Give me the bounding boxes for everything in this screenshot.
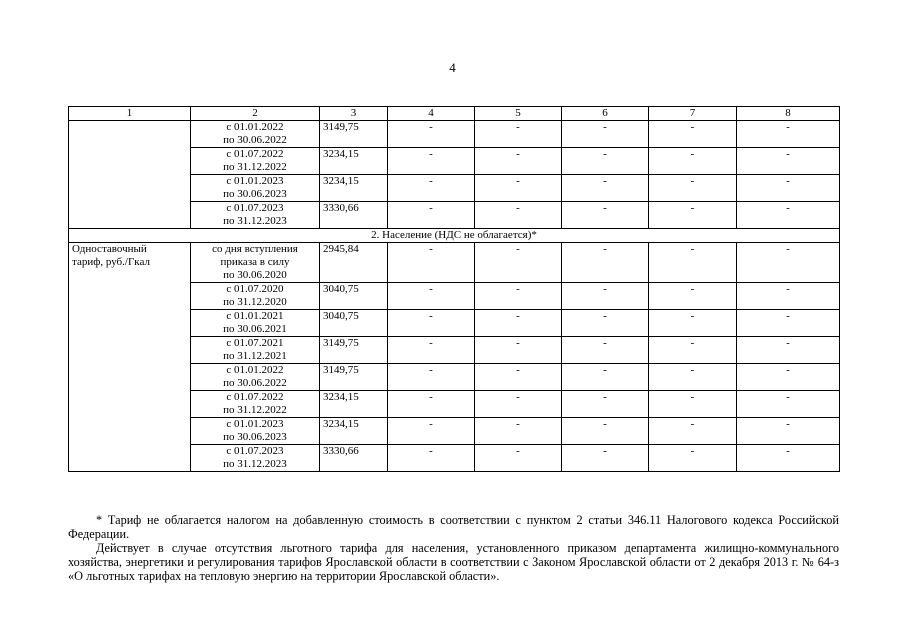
dash-cell: - — [562, 391, 649, 418]
dash-cell: - — [562, 310, 649, 337]
dash-cell: - — [737, 337, 840, 364]
dash-cell: - — [649, 310, 737, 337]
period-cell — [191, 364, 320, 391]
dash-cell: - — [388, 445, 475, 472]
dash-cell: - — [649, 418, 737, 445]
dash-cell: - — [562, 121, 649, 148]
period-line: с 01.01.2021 — [226, 310, 284, 322]
dash-cell: - — [737, 148, 840, 175]
tariff-value: 3234,15 — [320, 175, 388, 202]
dash-cell: - — [388, 337, 475, 364]
dash-cell: - — [475, 445, 562, 472]
dash-cell: - — [649, 148, 737, 175]
period-line: по 30.06.2022 — [223, 377, 287, 389]
dash-cell: - — [737, 283, 840, 310]
period-line: с 01.01.2022 — [226, 364, 284, 376]
period-line: с 01.07.2022 — [226, 391, 284, 403]
table-row — [69, 121, 840, 148]
dash-cell: - — [388, 202, 475, 229]
period-line: по 30.06.2020 — [223, 269, 287, 281]
col-header: 7 — [649, 107, 737, 121]
col-header: 3 — [320, 107, 388, 121]
col-header: 6 — [562, 107, 649, 121]
dash-cell: - — [562, 243, 649, 283]
tariff-value: 3330,66 — [320, 202, 388, 229]
tariff-table — [68, 106, 840, 472]
dash-cell: - — [388, 283, 475, 310]
tariff-value: 3234,15 — [320, 391, 388, 418]
dash-cell: - — [649, 175, 737, 202]
dash-cell: - — [649, 243, 737, 283]
section-row — [69, 229, 840, 243]
dash-cell: - — [562, 202, 649, 229]
dash-cell: - — [737, 418, 840, 445]
period-cell — [191, 310, 320, 337]
dash-cell: - — [388, 418, 475, 445]
dash-cell: - — [475, 202, 562, 229]
period-line: с 01.01.2022 — [226, 121, 284, 133]
period-line: по 30.06.2022 — [223, 134, 287, 146]
period-line: с 01.07.2023 — [226, 202, 284, 214]
notes — [68, 513, 839, 583]
period-line: с 01.07.2023 — [226, 445, 284, 457]
period-line: по 30.06.2023 — [223, 431, 287, 443]
tariff-value: 3040,75 — [320, 283, 388, 310]
effect-note: Действует в случае отсутствия льготного тарифа для населения, установленного приказом департамента жилищно-коммунального хозяйства, энергетики и регулирования тарифов Ярославской области в соответствии с Законом Ярославской области от 2 декабря 2013 г. № 64-з «О льготных тарифах на тепловую энергию на территории Ярославской области». — [68, 541, 839, 583]
dash-cell: - — [475, 121, 562, 148]
dash-cell: - — [737, 121, 840, 148]
dash-cell: - — [562, 148, 649, 175]
dash-cell: - — [562, 283, 649, 310]
period-cell — [191, 148, 320, 175]
dash-cell: - — [737, 445, 840, 472]
period-line: приказа в силу — [220, 256, 290, 268]
dash-cell: - — [649, 202, 737, 229]
header-row — [69, 107, 840, 121]
dash-cell: - — [388, 175, 475, 202]
dash-cell: - — [737, 243, 840, 283]
period-line: по 31.12.2022 — [223, 404, 287, 416]
bottom-rows — [69, 243, 840, 472]
period-line: с 01.07.2020 — [226, 283, 284, 295]
group-label-cell — [69, 121, 191, 229]
dash-cell: - — [475, 337, 562, 364]
dash-cell: - — [475, 364, 562, 391]
dash-cell: - — [649, 391, 737, 418]
period-line: с 01.07.2021 — [226, 337, 284, 349]
tariff-value: 3149,75 — [320, 121, 388, 148]
dash-cell: - — [475, 310, 562, 337]
dash-cell: - — [649, 283, 737, 310]
period-cell — [191, 337, 320, 364]
period-line: с 01.01.2023 — [226, 418, 284, 430]
dash-cell: - — [649, 364, 737, 391]
dash-cell: - — [388, 121, 475, 148]
dash-cell: - — [649, 337, 737, 364]
tariff-value: 3234,15 — [320, 418, 388, 445]
period-cell — [191, 243, 320, 283]
group-label-line: Одноставочный — [72, 243, 147, 255]
tariff-value: 3330,66 — [320, 445, 388, 472]
period-line: по 30.06.2021 — [223, 323, 287, 335]
group-label-cell — [69, 243, 191, 472]
dash-cell: - — [475, 175, 562, 202]
period-line: по 31.12.2022 — [223, 161, 287, 173]
period-cell — [191, 445, 320, 472]
dash-cell: - — [388, 364, 475, 391]
dash-cell: - — [475, 148, 562, 175]
period-cell — [191, 283, 320, 310]
section-title: 2. Население (НДС не облагается)* — [69, 229, 840, 243]
period-line: по 31.12.2023 — [223, 215, 287, 227]
col-header: 8 — [737, 107, 840, 121]
tariff-value: 2945,84 — [320, 243, 388, 283]
page-number: 4 — [449, 60, 456, 75]
period-line: со дня вступления — [212, 243, 298, 255]
dash-cell: - — [649, 445, 737, 472]
col-header: 4 — [388, 107, 475, 121]
tariff-value: 3149,75 — [320, 337, 388, 364]
period-line: с 01.07.2022 — [226, 148, 284, 160]
dash-cell: - — [737, 310, 840, 337]
table-row — [69, 243, 840, 283]
footnote: * Тариф не облагается налогом на добавленную стоимость в соответствии с пунктом 2 статьи 346.11 Налогового кодекса Российской Федерации. — [68, 513, 839, 541]
dash-cell: - — [737, 364, 840, 391]
top-rows — [69, 121, 840, 229]
dash-cell: - — [475, 283, 562, 310]
dash-cell: - — [562, 445, 649, 472]
tariff-value: 3149,75 — [320, 364, 388, 391]
col-header: 1 — [69, 107, 191, 121]
period-line: по 31.12.2021 — [223, 350, 287, 362]
period-line: с 01.01.2023 — [226, 175, 284, 187]
tariff-value: 3040,75 — [320, 310, 388, 337]
period-line: по 31.12.2023 — [223, 458, 287, 470]
dash-cell: - — [388, 310, 475, 337]
dash-cell: - — [737, 202, 840, 229]
dash-cell: - — [562, 418, 649, 445]
period-cell — [191, 418, 320, 445]
period-cell — [191, 175, 320, 202]
dash-cell: - — [649, 121, 737, 148]
dash-cell: - — [475, 391, 562, 418]
dash-cell: - — [562, 337, 649, 364]
col-header: 5 — [475, 107, 562, 121]
dash-cell: - — [388, 148, 475, 175]
group-label-line: тариф, руб./Гкал — [72, 256, 150, 268]
period-line: по 31.12.2020 — [223, 296, 287, 308]
period-cell — [191, 391, 320, 418]
col-header: 2 — [191, 107, 320, 121]
dash-cell: - — [737, 175, 840, 202]
dash-cell: - — [562, 175, 649, 202]
dash-cell: - — [388, 243, 475, 283]
dash-cell: - — [475, 243, 562, 283]
period-cell — [191, 202, 320, 229]
period-cell — [191, 121, 320, 148]
dash-cell: - — [475, 418, 562, 445]
dash-cell: - — [388, 391, 475, 418]
period-line: по 30.06.2023 — [223, 188, 287, 200]
tariff-value: 3234,15 — [320, 148, 388, 175]
dash-cell: - — [562, 364, 649, 391]
dash-cell: - — [737, 391, 840, 418]
